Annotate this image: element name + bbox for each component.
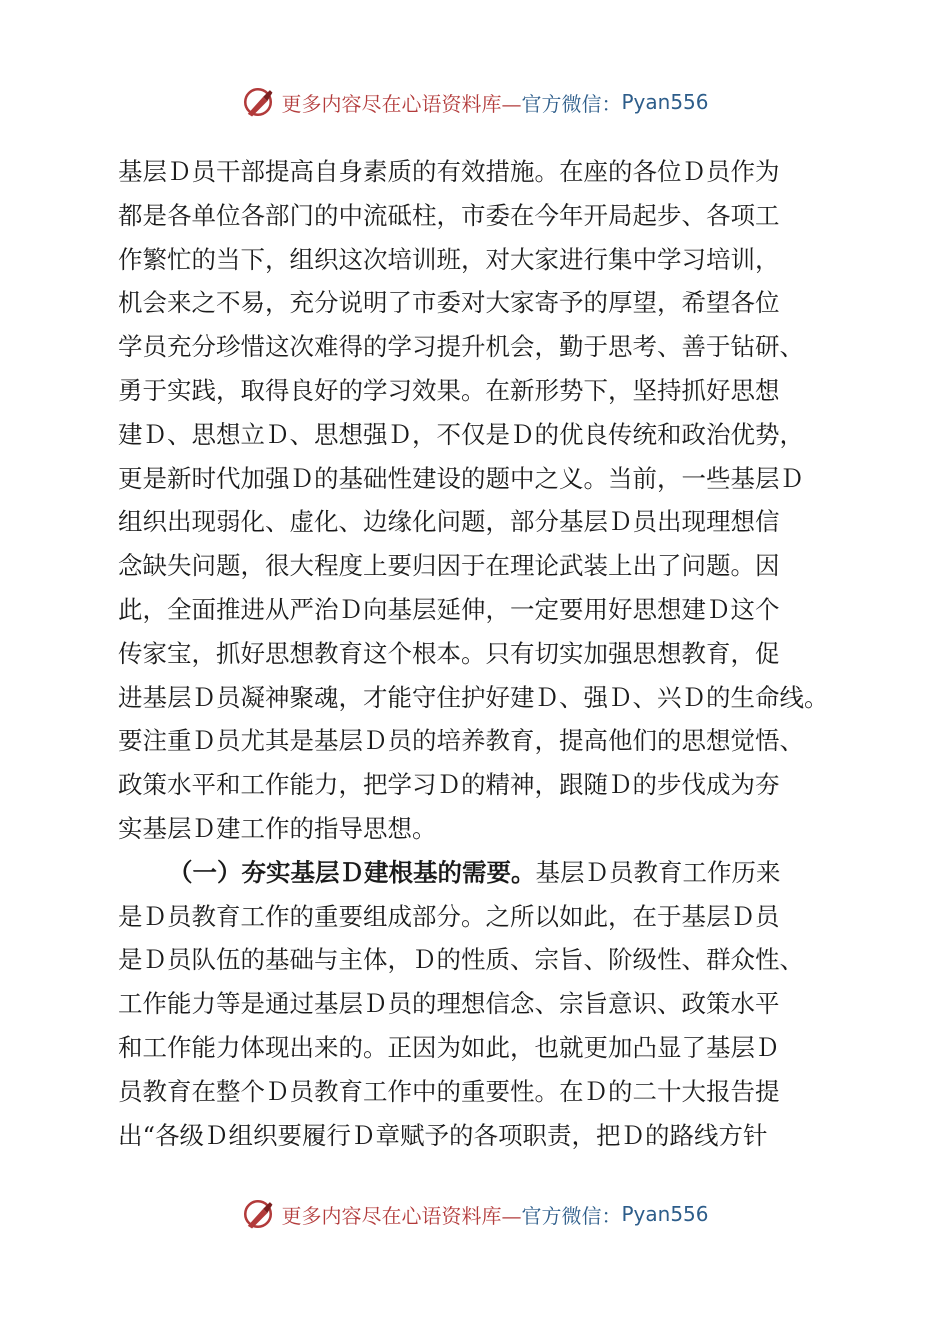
text-line: 基层Ｄ员干部提高自身素质的有效措施。在座的各位Ｄ员作为 <box>118 157 780 186</box>
text-line: 进基层Ｄ员凝神聚魂，才能守住护好建Ｄ、强Ｄ、兴Ｄ的生命线。 <box>118 682 829 712</box>
banner-brand-text: 更多内容尽在心语资料库— <box>281 91 522 116</box>
banner-brand-text: 更多内容尽在心语资料库— <box>281 1203 522 1228</box>
text-line: 工作能力等是通过基层Ｄ员的理想信念、宗旨意识、政策水平 <box>118 989 780 1019</box>
heading-rest-text: 基层Ｄ员教育工作历来 <box>535 857 781 887</box>
text-line: 念缺失问题，很大程度上要归因于在理论武装上出了问题。因 <box>118 551 780 581</box>
text-line: 作繁忙的当下，组织这次培训班，对大家进行集中学习培训， <box>118 244 780 274</box>
banner-wechat-id: Pyan556 <box>621 1202 709 1226</box>
text-line: 出“各级Ｄ组织要履行Ｄ章赋予的各项职责，把Ｄ的路线方针 <box>118 1120 768 1150</box>
text-line: 是Ｄ员教育工作的重要组成部分。之所以如此，在于基层Ｄ员 <box>118 901 780 931</box>
text-line: 政策水平和工作能力，把学习Ｄ的精神，跟随Ｄ的步伐成为夯 <box>118 770 780 800</box>
text-line: 传家宝，抓好思想教育这个根本。只有切实加强思想教育，促 <box>118 638 780 668</box>
header-banner <box>0 80 950 124</box>
text-line: 建Ｄ、思想立Ｄ、思想强Ｄ，不仅是Ｄ的优良传统和政治优势， <box>118 419 804 449</box>
footer-banner <box>0 1192 950 1236</box>
text-line: 都是各单位各部门的中流砥柱，市委在今年开局起步、各项工 <box>118 200 780 230</box>
pen-nib-logo-icon <box>241 85 275 119</box>
document-body <box>118 150 834 1157</box>
text-line: 更是新时代加强Ｄ的基础性建设的题中之义。当前，一些基层Ｄ <box>118 463 804 493</box>
text-line: 实基层Ｄ建工作的指导思想。 <box>118 813 437 843</box>
banner-wechat-id: Pyan556 <box>621 90 709 114</box>
section-heading: （一）夯实基层Ｄ建根基的需要。 <box>168 857 536 887</box>
text-line: 和工作能力体现出来的。正因为如此，也就更加凸显了基层Ｄ <box>118 1032 780 1062</box>
paragraph-1 <box>118 150 834 851</box>
text-line: 要注重Ｄ员尤其是基层Ｄ员的培养教育，提高他们的思想觉悟、 <box>118 726 804 756</box>
banner-wechat-label: 官方微信： <box>521 91 622 116</box>
text-line: 员教育在整个Ｄ员教育工作中的重要性。在Ｄ的二十大报告提 <box>118 1076 780 1106</box>
pen-nib-logo-icon <box>241 1197 275 1231</box>
text-line: 组织出现弱化、虚化、边缘化问题，部分基层Ｄ员出现理想信 <box>118 507 780 537</box>
paragraph-2 <box>118 851 834 1158</box>
text-line: 机会来之不易，充分说明了市委对大家寄予的厚望，希望各位 <box>118 288 780 318</box>
text-line <box>118 851 834 895</box>
text-line: 是Ｄ员队伍的基础与主体，Ｄ的性质、宗旨、阶级性、群众性、 <box>118 945 804 975</box>
banner-wechat-label: 官方微信： <box>521 1203 622 1228</box>
text-line: 勇于实践，取得良好的学习效果。在新形势下，坚持抓好思想 <box>118 375 780 405</box>
text-line: 此，全面推进从严治Ｄ向基层延伸，一定要用好思想建Ｄ这个 <box>118 594 780 624</box>
text-line: 学员充分珍惜这次难得的学习提升机会，勤于思考、善于钻研、 <box>118 332 804 362</box>
